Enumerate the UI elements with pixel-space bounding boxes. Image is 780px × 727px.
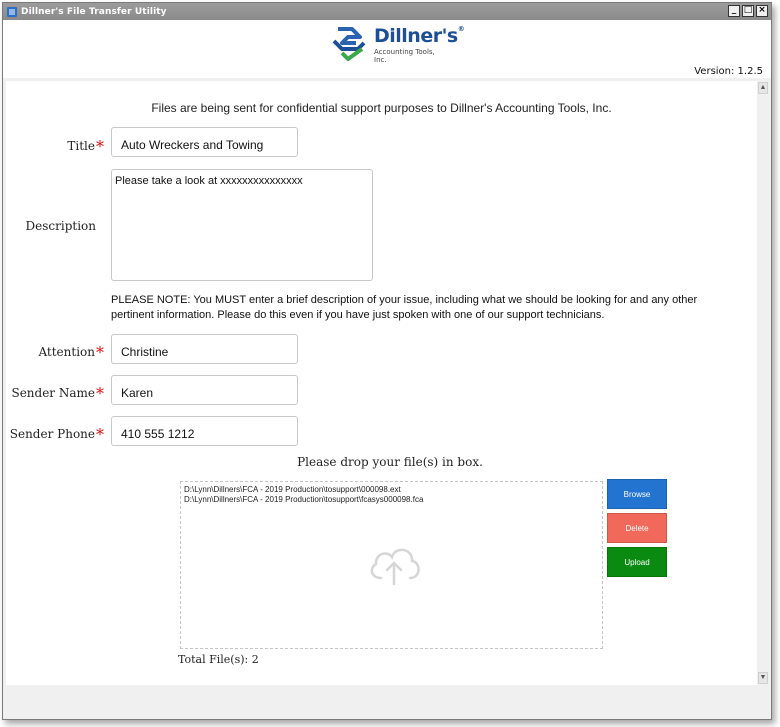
required-marker: * xyxy=(96,137,104,156)
sender-name-label xyxy=(6,382,104,401)
form-panel xyxy=(6,81,757,685)
title-label xyxy=(46,135,104,154)
window-title: Dillner's File Transfer Utility xyxy=(21,6,167,17)
attention-input[interactable]: Christine xyxy=(111,334,298,364)
version-label: Version: 1.2.5 xyxy=(694,66,763,77)
title-label-text: Title xyxy=(67,139,95,153)
required-marker: * xyxy=(96,384,104,403)
logo-mark-icon xyxy=(328,23,370,63)
total-files-label: Total File(s): 2 xyxy=(178,653,259,666)
drop-instructions: Please drop your file(s) in box. xyxy=(297,455,483,469)
footer-strip xyxy=(6,685,757,718)
sender-phone-label-text: Sender Phone xyxy=(9,427,95,441)
close-button[interactable]: × xyxy=(756,5,768,17)
required-marker: * xyxy=(96,343,104,362)
title-bar xyxy=(3,3,771,20)
description-textarea[interactable]: Please take a look at xxxxxxxxxxxxxxx xyxy=(111,169,373,281)
upload-button[interactable]: Upload xyxy=(607,547,667,577)
description-note: PLEASE NOTE: You MUST enter a brief description of your issue, including what we should be looking for and any other pertinent information. Please do this even if you have just spoken with one of our support technicians. xyxy=(111,294,698,321)
browse-button[interactable]: Browse xyxy=(607,479,667,509)
logo-subtitle: Accounting Tools, Inc. xyxy=(374,48,435,64)
maximize-button[interactable]: □ xyxy=(743,5,753,15)
file-drop-zone[interactable] xyxy=(180,481,603,649)
logo-name xyxy=(374,25,464,47)
scroll-up-icon[interactable]: ▲ xyxy=(758,82,768,94)
sender-phone-input[interactable]: 410 555 1212 xyxy=(111,416,298,446)
sender-name-label-text: Sender Name xyxy=(11,386,95,400)
app-window xyxy=(2,2,772,720)
minimize-button[interactable]: _ xyxy=(728,5,740,17)
app-icon xyxy=(6,6,18,18)
delete-button[interactable]: Delete xyxy=(607,513,667,543)
title-input[interactable]: Auto Wreckers and Towing xyxy=(111,127,298,157)
header xyxy=(3,20,771,78)
file-list-item[interactable]: D:\Lynn\Dillners\FCA - 2019 Production\tosupport\fcasys000098.fca xyxy=(184,495,424,504)
required-marker: * xyxy=(96,425,104,444)
file-list-item[interactable]: D:\Lynn\Dillners\FCA - 2019 Production\tosupport\000098.ext xyxy=(184,485,401,494)
window-controls xyxy=(728,5,768,17)
logo-name-text: Dillner's xyxy=(374,25,458,47)
sender-phone-label xyxy=(6,423,104,442)
vertical-scrollbar[interactable] xyxy=(757,81,769,685)
attention-label-text: Attention xyxy=(38,345,95,359)
sender-name-input[interactable]: Karen xyxy=(111,375,298,405)
description-label: Description xyxy=(25,219,96,233)
logo-registered: ® xyxy=(457,25,465,33)
intro-text: Files are being sent for confidential support purposes to Dillner's Accounting Tools, Inc. xyxy=(151,101,612,115)
scroll-down-icon[interactable]: ▼ xyxy=(758,672,768,684)
cloud-upload-icon xyxy=(365,540,423,588)
attention-label xyxy=(16,341,104,360)
file-list xyxy=(182,485,423,505)
company-logo xyxy=(328,23,465,64)
